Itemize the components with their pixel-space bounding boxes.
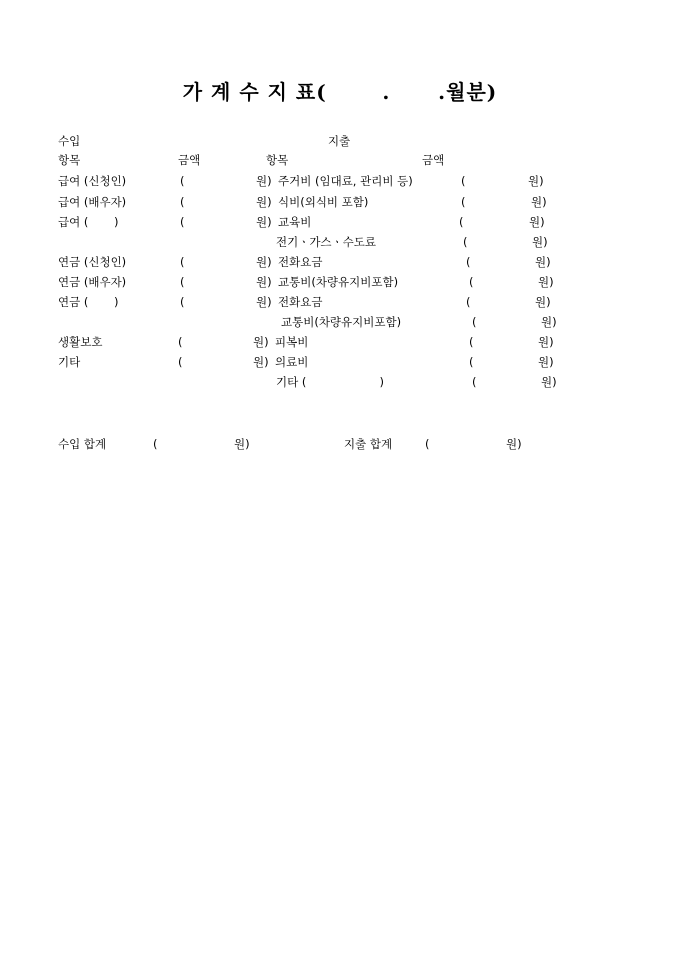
- income-amount-open: (: [180, 295, 185, 309]
- income-amount-won: 원): [256, 255, 272, 269]
- income-item-label: 기타: [58, 355, 81, 369]
- expense-amount-won: 원): [538, 275, 554, 289]
- expense-item-header: 항목: [266, 153, 289, 167]
- income-item-label: 생활보호: [58, 335, 103, 349]
- expense-item-label: 전화요금: [278, 255, 323, 269]
- income-total-open: (: [153, 437, 158, 451]
- expense-amount-won: 원): [541, 375, 557, 389]
- income-amount-won: 원): [256, 195, 272, 209]
- expense-amount-won: 원): [538, 335, 554, 349]
- income-item-label: 급여 ( ): [58, 215, 119, 229]
- expense-amount-won: 원): [532, 235, 548, 249]
- expense-amount-won: 원): [529, 215, 545, 229]
- expense-amount-open: (: [469, 335, 474, 349]
- form-title: 가 계 수 지 표( . .월분): [182, 80, 498, 104]
- expense-item-label: 교통비(차량유지비포함): [281, 315, 402, 329]
- expense-amount-open: (: [469, 355, 474, 369]
- income-item-header: 항목: [58, 153, 81, 167]
- expense-amount-open: (: [469, 275, 474, 289]
- expense-amount-won: 원): [528, 174, 544, 188]
- expense-item-label: 교통비(차량유지비포함): [278, 275, 399, 289]
- expense-amount-open: (: [461, 174, 466, 188]
- expense-amount-header: 금액: [422, 153, 445, 167]
- expense-item-label: 의료비: [275, 355, 309, 369]
- income-amount-won: 원): [256, 275, 272, 289]
- expense-header: 지출: [328, 134, 351, 148]
- income-amount-open: (: [180, 174, 185, 188]
- income-amount-header: 금액: [178, 153, 201, 167]
- expense-amount-open: (: [463, 235, 468, 249]
- income-amount-open: (: [180, 275, 185, 289]
- expense-amount-won: 원): [535, 295, 551, 309]
- expense-amount-open: (: [466, 255, 471, 269]
- income-amount-open: (: [180, 255, 185, 269]
- expense-amount-won: 원): [538, 355, 554, 369]
- expense-item-label: 피복비: [275, 335, 309, 349]
- expense-amount-won: 원): [535, 255, 551, 269]
- income-amount-won: 원): [256, 215, 272, 229]
- expense-total-won: 원): [506, 437, 522, 451]
- income-total-won: 원): [234, 437, 250, 451]
- income-item-label: 연금 (신청인): [58, 255, 127, 269]
- income-amount-won: 원): [256, 295, 272, 309]
- income-total-label: 수입 합계: [58, 437, 107, 451]
- expense-amount-won: 원): [531, 195, 547, 209]
- income-amount-won: 원): [256, 174, 272, 188]
- income-header: 수입: [58, 134, 81, 148]
- expense-item-label: 식비(외식비 포함): [278, 195, 369, 209]
- income-item-label: 연금 ( ): [58, 295, 119, 309]
- expense-item-label: 기타 ( ): [276, 375, 384, 389]
- expense-amount-open: (: [472, 375, 477, 389]
- expense-amount-open: (: [472, 315, 477, 329]
- income-amount-won: 원): [253, 335, 269, 349]
- income-amount-won: 원): [253, 355, 269, 369]
- income-amount-open: (: [178, 335, 183, 349]
- income-amount-open: (: [178, 355, 183, 369]
- income-item-label: 연금 (배우자): [58, 275, 127, 289]
- expense-amount-won: 원): [541, 315, 557, 329]
- income-item-label: 급여 (신청인): [58, 174, 127, 188]
- expense-amount-open: (: [459, 215, 464, 229]
- income-amount-open: (: [180, 215, 185, 229]
- expense-amount-open: (: [461, 195, 466, 209]
- expense-item-label: 전화요금: [278, 295, 323, 309]
- expense-item-label: 교육비: [278, 215, 312, 229]
- expense-amount-open: (: [466, 295, 471, 309]
- expense-item-label: 전기ㆍ가스ㆍ수도료: [276, 235, 376, 249]
- expense-total-label: 지출 합계: [344, 437, 393, 451]
- income-amount-open: (: [180, 195, 185, 209]
- income-item-label: 급여 (배우자): [58, 195, 127, 209]
- expense-item-label: 주거비 (임대료, 관리비 등): [278, 174, 413, 188]
- expense-total-open: (: [425, 437, 430, 451]
